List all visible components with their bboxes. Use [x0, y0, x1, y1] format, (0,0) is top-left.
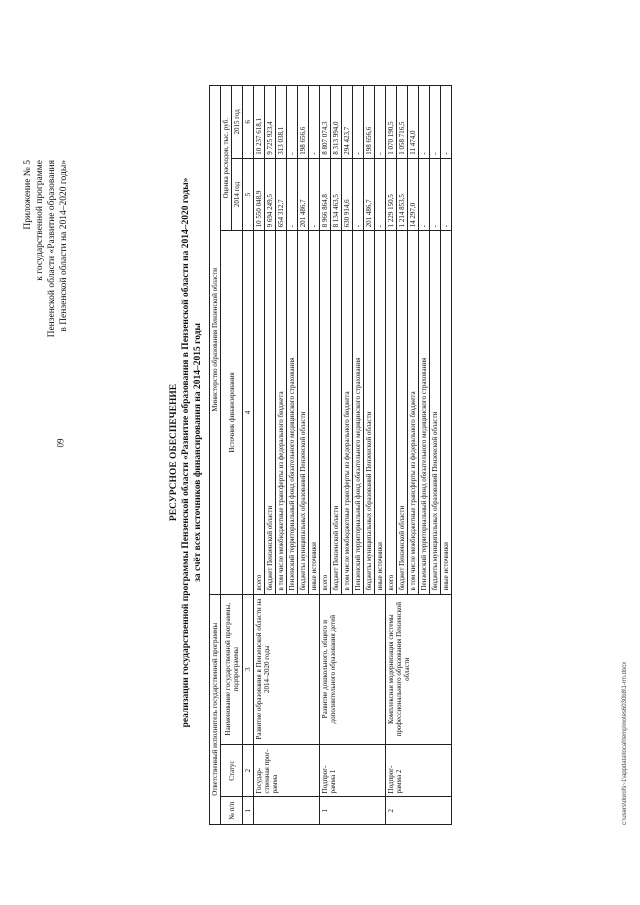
value-y2015: 313 038,1 [276, 86, 287, 159]
col-number: 4 [243, 231, 254, 594]
value-y2015: 10 237 618,1 [254, 86, 265, 159]
document-title [168, 0, 204, 905]
table-body [254, 86, 452, 825]
value-y2014: 630 914,6 [342, 158, 353, 231]
source-cell: в том числе межбюджетные трансферты из федерального бюджета [342, 231, 353, 594]
value-y2014: 8 966 864,8 [320, 158, 331, 231]
value-y2014: - [353, 158, 364, 231]
source-cell: иные источники [441, 231, 452, 594]
value-y2015: - [353, 86, 364, 159]
col-number: 5 [243, 158, 254, 231]
value-y2014: - [375, 158, 386, 231]
block-status: Государ-ственная прог-рамма [254, 744, 320, 797]
value-y2015: 198 656,6 [298, 86, 309, 159]
title-line: реализации государственной программы Пензенской области «Развитие образования в Пензенской области на 2014–2020 годы» [181, 177, 191, 728]
value-y2015: 8 807 074,3 [320, 86, 331, 159]
appendix-line: Приложение № 5 [23, 160, 33, 230]
table-row [254, 86, 265, 825]
estimate-header: Оценка расходов, тыс. руб. [221, 86, 232, 231]
source-cell: всего [386, 231, 397, 594]
value-y2014: - [441, 158, 452, 231]
name-header: Наименование государственной программы, подпрограммы [221, 594, 243, 744]
value-y2015: - [309, 86, 320, 159]
title-line: РЕСУРСНОЕ ОБЕСПЕЧЕНИЕ [169, 383, 179, 522]
block-num [254, 797, 320, 825]
source-header: Источник финансирования [221, 231, 243, 594]
value-y2014: 654 312,7 [276, 158, 287, 231]
block-status: Подпрог-рамма 2 [386, 744, 452, 797]
source-cell: Пензенский территориальный фонд обязательного медицинского страхования [353, 231, 364, 594]
table-row [320, 86, 331, 825]
source-cell: всего [320, 231, 331, 594]
source-cell: в том числе межбюджетные трансферты из федерального бюджета [408, 231, 419, 594]
block-name: Развитие дошкольного, общего и дополнительного образования детей [320, 594, 386, 744]
value-y2015: - [287, 86, 298, 159]
source-cell: Пензенский территориальный фонд обязательного медицинского страхования [287, 231, 298, 594]
value-y2014: - [287, 158, 298, 231]
appendix-line: Пензенской области «Развитие образования [47, 160, 57, 338]
value-y2015: 8 313 994,0 [331, 86, 342, 159]
value-y2014: 14 297,0 [408, 158, 419, 231]
responsible-header: Ответственный исполнитель государственной программы [210, 594, 221, 824]
value-y2015: 1 058 716,5 [397, 86, 408, 159]
year-2015-header: 2015 год [232, 86, 243, 159]
block-name: Комплексная модернизация системы профессионального образования Пензенской области [386, 594, 452, 744]
source-cell: бюджеты муниципальных образований Пензенской области [298, 231, 309, 594]
value-y2014: 1 214 853,5 [397, 158, 408, 231]
block-num: 1 [320, 797, 386, 825]
value-y2014: 9 694 249,5 [265, 158, 276, 231]
value-y2014: 1 229 150,5 [386, 158, 397, 231]
file-path: c:\users\dorofs~1\appdata\local\temp\notes6030b8\1-rm.docx [622, 661, 628, 825]
value-y2015: - [441, 86, 452, 159]
source-cell: всего [254, 231, 265, 594]
block-num: 2 [386, 797, 452, 825]
value-y2014: - [309, 158, 320, 231]
page-number: 60 [55, 438, 65, 448]
source-cell: бюджет Пензенской области [265, 231, 276, 594]
col-number: 2 [243, 744, 254, 797]
col-number: 6 [243, 86, 254, 159]
value-y2015: - [430, 86, 441, 159]
source-cell: Пензенский территориальный фонд обязательного медицинского страхования [419, 231, 430, 594]
year-2014-header: 2014 год [232, 158, 243, 231]
value-y2015: 9 725 923,4 [265, 86, 276, 159]
value-y2015: - [419, 86, 430, 159]
status-header: Статус [221, 744, 243, 797]
source-cell: бюджет Пензенской области [331, 231, 342, 594]
block-name: Развитие образования в Пензенской области на 2014–2020 годы [254, 594, 320, 744]
num-header: № п/п [221, 797, 243, 825]
value-y2014: 201 486,7 [298, 158, 309, 231]
value-y2014: 201 486,7 [364, 158, 375, 231]
col-number: 1 [243, 797, 254, 825]
col-number: 3 [243, 594, 254, 744]
value-y2015: - [375, 86, 386, 159]
source-cell: иные источники [309, 231, 320, 594]
block-status: Подпрог-рамма 1 [320, 744, 386, 797]
value-y2014: - [419, 158, 430, 231]
source-cell: бюджеты муниципальных образований Пензенской области [430, 231, 441, 594]
value-y2014: - [430, 158, 441, 231]
value-y2014: 10 550 048,9 [254, 158, 265, 231]
source-cell: иные источники [375, 231, 386, 594]
table-row [386, 86, 397, 825]
source-cell: в том числе межбюджетные трансферты из федерального бюджета [276, 231, 287, 594]
value-y2015: 198 656,6 [364, 86, 375, 159]
appendix-block [22, 160, 70, 337]
value-y2015: 294 423,7 [342, 86, 353, 159]
value-y2014: 8 134 463,5 [331, 158, 342, 231]
ministry-header: Министерство образования Пензенской области [210, 86, 221, 595]
value-y2015: 1 070 190,5 [386, 86, 397, 159]
source-cell: бюджеты муниципальных образований Пензенской области [364, 231, 375, 594]
resource-table [209, 85, 452, 825]
appendix-line: к государственной программе [35, 160, 45, 281]
value-y2015: 11 474,0 [408, 86, 419, 159]
appendix-line: в Пензенской области на 2014–2020 годы» [59, 160, 69, 332]
title-line: за счёт всех источников финансирования на 2014–2015 годы [193, 323, 203, 582]
source-cell: бюджет Пензенской области [397, 231, 408, 594]
